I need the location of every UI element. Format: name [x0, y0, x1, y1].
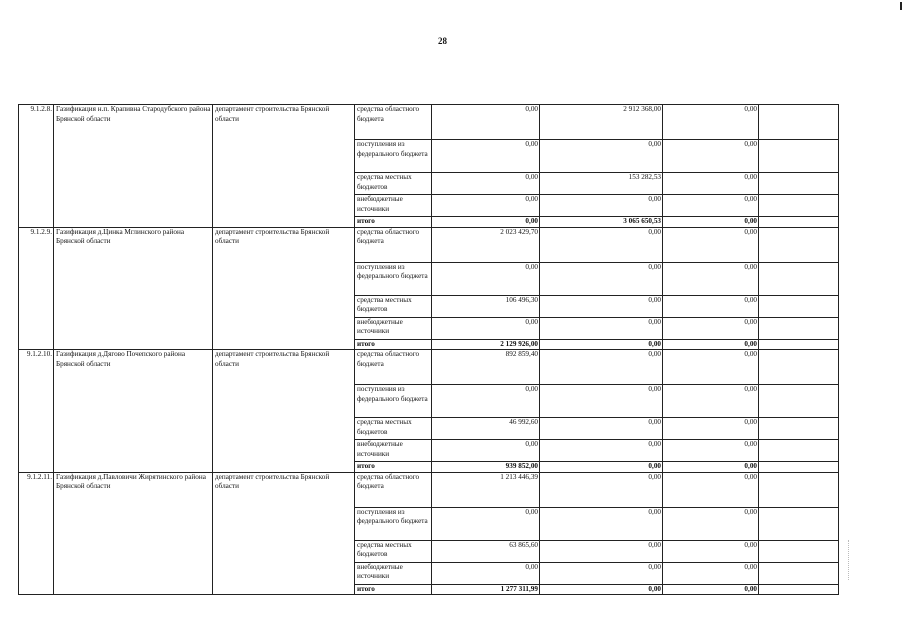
empty-cell	[759, 140, 839, 173]
scan-artifact	[848, 540, 850, 580]
amount-year-1: 0,00	[432, 317, 540, 339]
amount-year-1: 2 023 429,70	[432, 227, 540, 262]
entry-name: Газификация н.п. Крапивна Стародубского района Брянской области	[54, 105, 213, 228]
funding-source: средства местных бюджетов	[355, 295, 432, 317]
funding-source: итого	[355, 339, 432, 350]
amount-year-3: 0,00	[663, 317, 759, 339]
entry-name: Газификация д.Дягово Почепского района Брянской области	[54, 350, 213, 473]
amount-year-1: 1 213 446,39	[432, 472, 540, 507]
empty-cell	[759, 472, 839, 507]
entry-executor: департамент строительства Брянской области	[213, 350, 355, 473]
funding-source: поступления из федерального бюджета	[355, 507, 432, 540]
amount-year-2: 0,00	[540, 227, 663, 262]
amount-year-2: 0,00	[540, 262, 663, 295]
entry-number: 9.1.2.8.	[19, 105, 54, 228]
funding-source: средства местных бюджетов	[355, 540, 432, 562]
amount-year-2: 0,00	[540, 540, 663, 562]
amount-year-1: 0,00	[432, 173, 540, 195]
amount-year-3: 0,00	[663, 262, 759, 295]
amount-year-2: 0,00	[540, 317, 663, 339]
empty-cell	[759, 195, 839, 217]
amount-year-3: 0,00	[663, 350, 759, 385]
funding-source: внебюджетные источники	[355, 195, 432, 217]
funding-source: средства областного бюджета	[355, 227, 432, 262]
amount-year-3: 0,00	[663, 295, 759, 317]
empty-cell	[759, 105, 839, 140]
amount-year-2: 0,00	[540, 472, 663, 507]
amount-year-1: 1 277 311,99	[432, 584, 540, 595]
empty-cell	[759, 227, 839, 262]
amount-year-2: 0,00	[540, 562, 663, 584]
empty-cell	[759, 440, 839, 462]
funding-source: итого	[355, 584, 432, 595]
amount-year-1: 106 496,30	[432, 295, 540, 317]
amount-year-2: 0,00	[540, 418, 663, 440]
funding-source: итого	[355, 217, 432, 228]
amount-year-1: 0,00	[432, 105, 540, 140]
amount-year-3: 0,00	[663, 217, 759, 228]
table-row	[19, 350, 839, 385]
funding-source: средства местных бюджетов	[355, 418, 432, 440]
amount-year-3: 0,00	[663, 227, 759, 262]
empty-cell	[759, 173, 839, 195]
empty-cell	[759, 317, 839, 339]
amount-year-1: 46 992,60	[432, 418, 540, 440]
amount-year-3: 0,00	[663, 440, 759, 462]
amount-year-1: 0,00	[432, 217, 540, 228]
amount-year-2: 0,00	[540, 140, 663, 173]
amount-year-3: 0,00	[663, 339, 759, 350]
amount-year-2: 0,00	[540, 507, 663, 540]
entry-number: 9.1.2.10.	[19, 350, 54, 473]
funding-source: поступления из федерального бюджета	[355, 385, 432, 418]
amount-year-1: 939 852,00	[432, 462, 540, 473]
amount-year-3: 0,00	[663, 385, 759, 418]
funding-table	[18, 104, 839, 595]
empty-cell	[759, 507, 839, 540]
funding-source: поступления из федерального бюджета	[355, 140, 432, 173]
entry-executor: департамент строительства Брянской области	[213, 105, 355, 228]
amount-year-2: 0,00	[540, 462, 663, 473]
entry-name: Газификация д.Павловичи Жирятинского района Брянской области	[54, 472, 213, 595]
entry-number: 9.1.2.11.	[19, 472, 54, 595]
amount-year-3: 0,00	[663, 140, 759, 173]
funding-source: средства областного бюджета	[355, 472, 432, 507]
funding-source: средства местных бюджетов	[355, 173, 432, 195]
amount-year-1: 0,00	[432, 507, 540, 540]
amount-year-2: 0,00	[540, 350, 663, 385]
amount-year-2: 0,00	[540, 339, 663, 350]
amount-year-3: 0,00	[663, 507, 759, 540]
amount-year-3: 0,00	[663, 195, 759, 217]
amount-year-2: 0,00	[540, 584, 663, 595]
funding-source: внебюджетные источники	[355, 317, 432, 339]
funding-source: итого	[355, 462, 432, 473]
funding-source: средства областного бюджета	[355, 105, 432, 140]
amount-year-1: 0,00	[432, 385, 540, 418]
empty-cell	[759, 350, 839, 385]
amount-year-2: 153 282,53	[540, 173, 663, 195]
empty-cell	[759, 217, 839, 228]
empty-cell	[759, 540, 839, 562]
amount-year-1: 0,00	[432, 440, 540, 462]
funding-source: средства областного бюджета	[355, 350, 432, 385]
empty-cell	[759, 339, 839, 350]
page-number: 28	[438, 36, 447, 46]
amount-year-3: 0,00	[663, 584, 759, 595]
empty-cell	[759, 295, 839, 317]
amount-year-2: 0,00	[540, 195, 663, 217]
scan-edge-mark	[900, 2, 902, 10]
amount-year-3: 0,00	[663, 472, 759, 507]
empty-cell	[759, 262, 839, 295]
amount-year-1: 2 129 926,00	[432, 339, 540, 350]
amount-year-1: 0,00	[432, 262, 540, 295]
amount-year-3: 0,00	[663, 562, 759, 584]
amount-year-2: 0,00	[540, 385, 663, 418]
empty-cell	[759, 385, 839, 418]
amount-year-2: 3 065 650,53	[540, 217, 663, 228]
amount-year-1: 892 859,40	[432, 350, 540, 385]
empty-cell	[759, 584, 839, 595]
table-row	[19, 105, 839, 140]
amount-year-1: 0,00	[432, 195, 540, 217]
entry-number: 9.1.2.9.	[19, 227, 54, 350]
table-row	[19, 472, 839, 507]
table-row	[19, 227, 839, 262]
funding-source: внебюджетные источники	[355, 562, 432, 584]
amount-year-3: 0,00	[663, 418, 759, 440]
amount-year-2: 0,00	[540, 440, 663, 462]
amount-year-3: 0,00	[663, 173, 759, 195]
amount-year-1: 0,00	[432, 562, 540, 584]
amount-year-2: 2 912 368,00	[540, 105, 663, 140]
funding-source: внебюджетные источники	[355, 440, 432, 462]
amount-year-3: 0,00	[663, 462, 759, 473]
amount-year-3: 0,00	[663, 105, 759, 140]
amount-year-1: 63 865,60	[432, 540, 540, 562]
entry-name: Газификация д.Цинка Мглинского района Брянской области	[54, 227, 213, 350]
empty-cell	[759, 462, 839, 473]
entry-executor: департамент строительства Брянской области	[213, 227, 355, 350]
amount-year-3: 0,00	[663, 540, 759, 562]
funding-source: поступления из федерального бюджета	[355, 262, 432, 295]
entry-executor: департамент строительства Брянской области	[213, 472, 355, 595]
amount-year-1: 0,00	[432, 140, 540, 173]
empty-cell	[759, 562, 839, 584]
amount-year-2: 0,00	[540, 295, 663, 317]
empty-cell	[759, 418, 839, 440]
